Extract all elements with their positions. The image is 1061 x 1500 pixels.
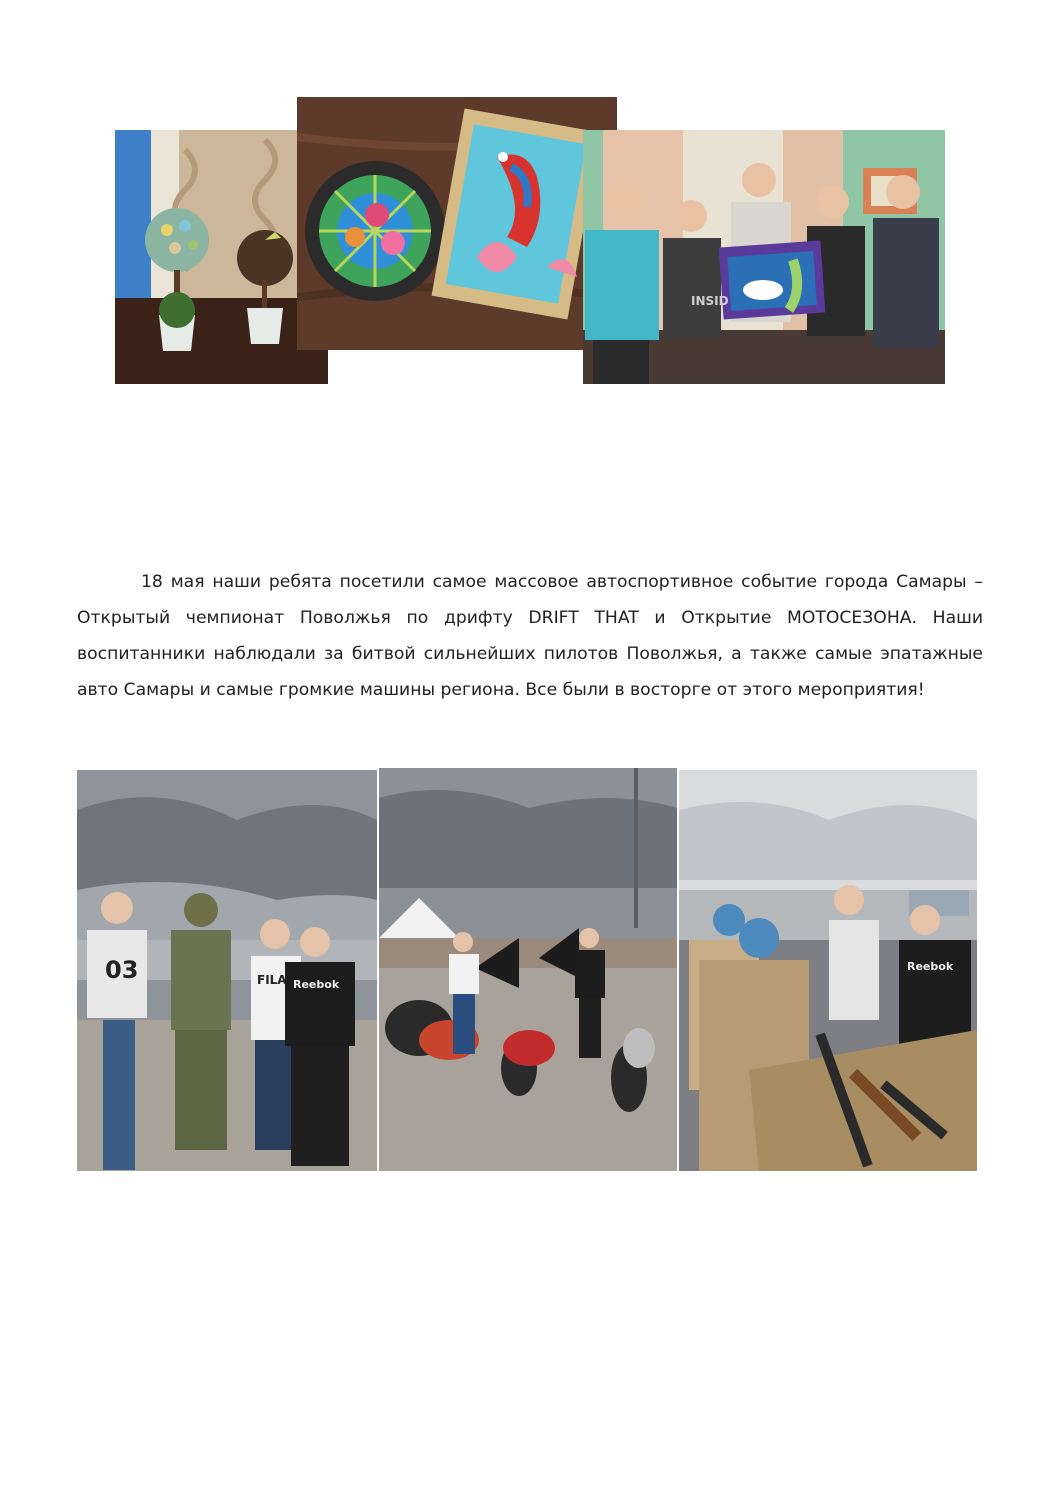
shirt-print-reebok-1: Reebok	[293, 978, 340, 991]
photo-boys-with-motorcycles	[379, 768, 677, 1171]
shirt-print-insid: INSID	[691, 294, 729, 308]
photo-boys-with-soldier	[77, 770, 377, 1171]
photo-craft-parrot-and-flower	[297, 97, 617, 350]
shirt-print-reebok-2: Reebok	[907, 960, 954, 973]
event-paragraph: 18 мая наши ребята посетили самое массовое автоспортивное событие города Самары – Открытый чемпионат Поволжья по дрифту DRIFT THAT и Открытие МОТОСЕЗОНА. Наши воспитанники наблюдали за битвой сильнейших пилотов Поволжья, а также самые эпатажные авто Самары и самые громкие машины региона. Все были в восторге от этого мероприятия!	[77, 572, 983, 700]
shirt-print-fila: FILA	[257, 973, 287, 987]
photo-boys-with-rifles	[679, 770, 977, 1171]
photo-boys-with-swan-painting	[583, 130, 945, 384]
shirt-print-03: 03	[105, 956, 139, 984]
